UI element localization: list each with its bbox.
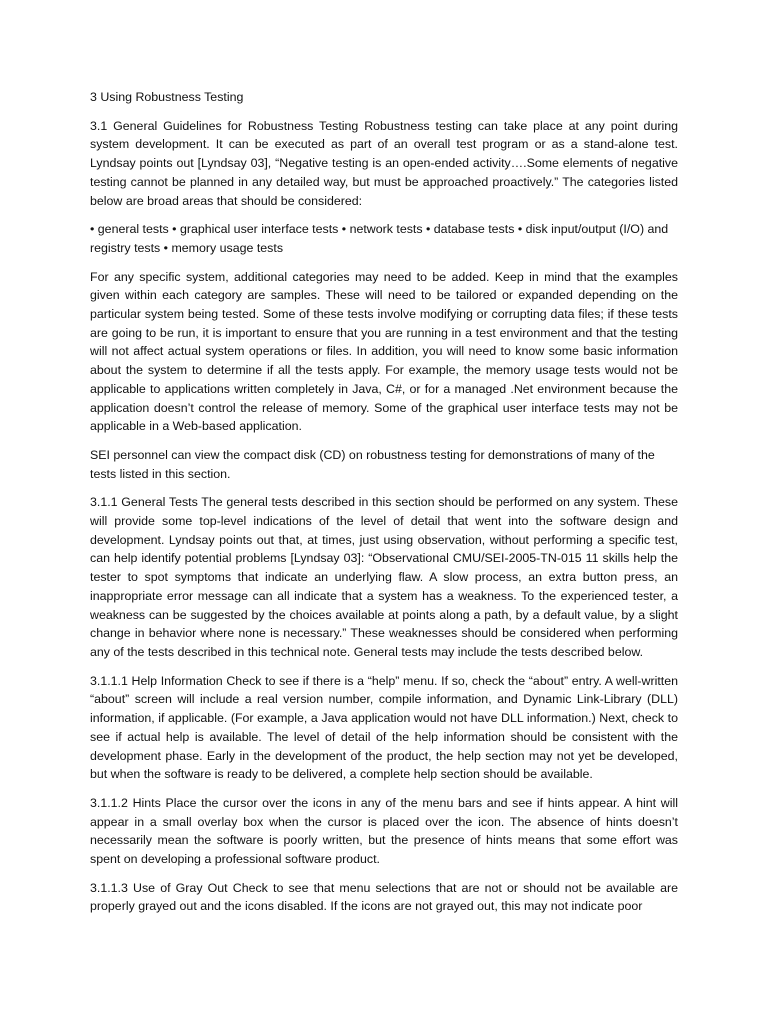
paragraph-help-information: 3.1.1.1 Help Information Check to see if there is a “help” menu. If so, check the “about” entry. A well-written “about” screen will include a real version number, compile information, and Dynamic Link-Library (DLL) information, if applicable. (For example, a Java application would not have DLL information.) Next, check to see if actual help is available. The level of detail of the help information should be consistent with the development phase. Early in the development of the product, the help section may not yet be developed, but when the software is ready to be delivered, a complete help section should be available. bbox=[90, 673, 678, 782]
paragraph-sei-personnel: SEI personnel can view the compact disk (CD) on robustness testing for demonstrations of many of the tests listed in this section. bbox=[90, 447, 655, 481]
document-page bbox=[90, 88, 678, 926]
paragraph-hints: 3.1.1.2 Hints Place the cursor over the icons in any of the menu bars and see if hints appear. A hint will appear in a small overlay box when the cursor is placed over the icon. The absence of hints doesn’t necessarily mean the software is poorly written, but the presence of hints means that some effort was spent on developing a professional software product. bbox=[90, 795, 678, 867]
paragraph-general-tests: 3.1.1 General Tests The general tests described in this section should be performed on any system. These will provide some top-level indications of the level of detail that went into the software design and development. Lyndsay points out that, at times, just using observation, without performing a specific test, can help identify potential problems [Lyndsay 03]: “Observational CMU/SEI-2005-TN-015 11 skills help the tester to spot symptoms that indicate an underlying flaw. A slow process, an extra button press, an inappropriate error message can all indicate that a system has a weakness. To the experienced tester, a weakness can be suggested by the choices available at points along a path, by a default value, by a slight change in behavior where none is necessary.” These weaknesses should be considered when performing any of the tests described in this technical note. General tests may include the tests described below. bbox=[90, 495, 678, 659]
paragraph-gray-out: 3.1.1.3 Use of Gray Out Check to see that menu selections that are not or should not be available are properly grayed out and the icons disabled. If the icons are not grayed out, this may not indicate poor bbox=[90, 880, 678, 914]
paragraph-test-categories: • general tests • graphical user interface tests • network tests • database tests • disk input/output (I/O) and registry tests • memory usage tests bbox=[90, 222, 669, 255]
paragraph-general-guidelines: 3.1 General Guidelines for Robustness Testing Robustness testing can take place at any point during system development. It can be executed as part of an overall test program or as a stand-alone test. Lyndsay points out [Lyndsay 03], “Negative testing is an open-ended activity….Some elements of negative testing cannot be planned in any detailed way, but must be approached proactively.” The categories listed below are broad areas that should be considered: bbox=[90, 118, 678, 208]
paragraph-specific-system: For any specific system, additional categories may need to be added. Keep in mind that the examples given within each category are samples. These will need to be tailored or expanded depending on the particular system being tested. Some of these tests involve modifying or corrupting data files; if these tests are going to be run, it is important to ensure that you are running in a test environment and that the testing will not affect actual system operations or files. In addition, you will need to know some basic information about the system to determine if all the tests apply. For example, the memory usage tests would not be applicable to applications written completely in Java, C#, or for a managed .Net environment because the application doesn’t control the release of memory. Some of the graphical user interface tests may not be applicable in a Web-based application. bbox=[90, 269, 678, 434]
section-heading: 3 Using Robustness Testing bbox=[90, 90, 244, 104]
